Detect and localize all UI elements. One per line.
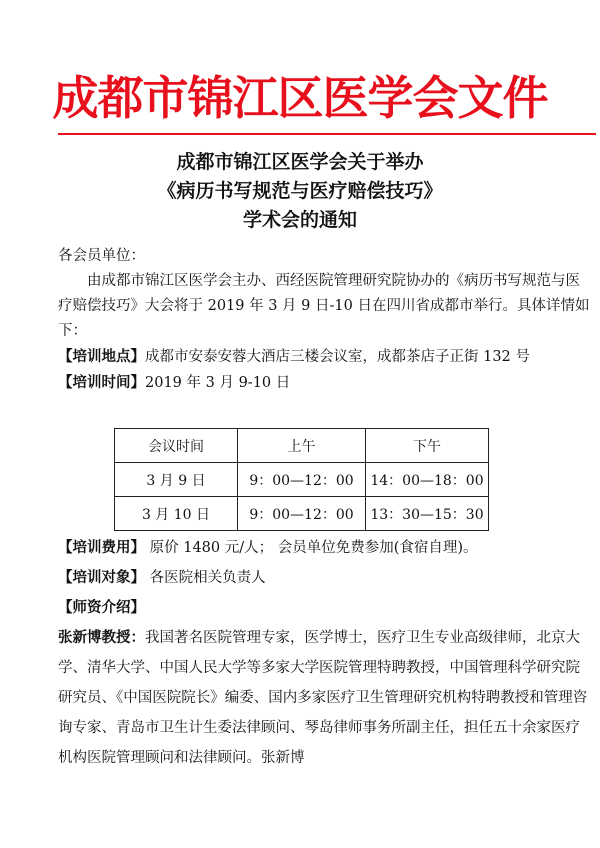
location-value: 成都市安泰安蓉大酒店三楼会议室，成都茶店子正街 132 号 [145, 349, 530, 365]
intro-paragraph: 由成都市锦江区医学会主办、西经医院管理研究院协办的《病历书写规范与医疗赔偿技巧》大会将于 2019 年 3 月 9 日-10 日在四川省成都市举行。具体详情如下： [58, 273, 590, 339]
faculty-paragraph [58, 623, 592, 773]
table-header-cell: 下午 [366, 429, 489, 463]
notice-title-line: 学术会的通知 [242, 209, 357, 231]
table-row [115, 497, 489, 531]
fee-label: 【培训费用】 [58, 539, 145, 556]
letterhead-title: 成都市锦江区医学会文件 [52, 71, 548, 125]
notice-title-line: 《病历书写规范与医疗赔偿技巧》 [157, 180, 443, 202]
table-cell: 9：00—12：00 [238, 463, 366, 497]
table-row [115, 463, 489, 497]
table-header-cell: 会议时间 [115, 429, 238, 463]
faculty-name: 张新博教授： [58, 629, 145, 646]
location-label: 【培训地点】 [58, 348, 145, 365]
table-header-cell: 上午 [238, 429, 366, 463]
table-cell: 9：00—12：00 [238, 497, 366, 531]
table-header-row [115, 429, 489, 463]
fee-line [58, 533, 592, 563]
audience-label: 【培训对象】 [58, 569, 145, 586]
table-cell: 3 月 9 日 [115, 463, 238, 497]
audience-line [58, 563, 592, 593]
notice-title [0, 148, 600, 235]
fee-value: 原价 1480 元/人； 会员单位免费参加(食宿自理)。 [145, 540, 478, 556]
notice-body-lower [58, 533, 592, 773]
salutation: 各会员单位： [58, 248, 145, 264]
location-line [58, 344, 592, 370]
faculty-label: 【师资介绍】 [58, 599, 145, 616]
notice-title-line: 成都市锦江区医学会关于举办 [176, 151, 424, 173]
schedule-table [114, 428, 489, 531]
time-label: 【培训时间】 [58, 374, 145, 391]
letterhead-rule [58, 133, 596, 135]
notice-body-upper [58, 244, 592, 396]
table-cell: 14：00—18：00 [366, 463, 489, 497]
audience-value: 各医院相关负责人 [145, 570, 266, 586]
table-cell: 3 月 10 日 [115, 497, 238, 531]
time-value: 2019 年 3 月 9-10 日 [145, 375, 291, 391]
table-cell: 13：30—15：30 [366, 497, 489, 531]
time-line [58, 370, 592, 396]
faculty-bio: 我国著名医院管理专家，医学博士，医疗卫生专业高级律师，北京大学、清华大学、中国人民大学等多家大学医院管理特聘教授，中国管理科学研究院研究员、《中国医院院长》编委、国内多家医疗卫生管理研究机构特聘教授和管理咨询专家、青岛市卫生计生委法律顾问、琴岛律师事务所副主任，担任五十余家医疗机构医院管理顾问和法律顾问。张新博 [58, 630, 588, 766]
